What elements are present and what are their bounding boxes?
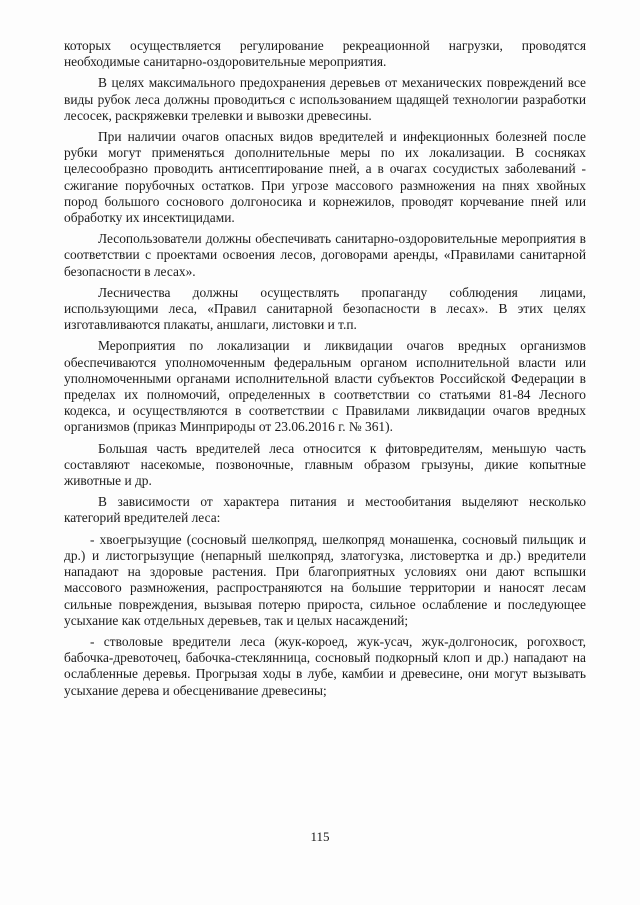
list-item-stem-pests: - стволовые вредители леса (жук-короед, жук-усач, жук-долгоносик, рогохвост, бабочка-древоточец, бабочка-стеклянница, сосновый подкорный клоп и др.) нападают на ослабленные деревья. Прогрызая ходы в лубе, камбии и древесине, они могут вызывать усыхание дерева и обесценивание древесины; xyxy=(64,633,586,698)
paragraph-forest-users: Лесопользователи должны обеспечивать санитарно-оздоровительные мероприятия в соответствии с проектами освоения лесов, договорами аренды, «Правилами санитарной безопасности в лесах». xyxy=(64,231,586,279)
paragraph-forestry-propaganda: Лесничества должны осуществлять пропаганду соблюдения лицами, использующими леса, «Правил санитарной безопасности в лесах». В этих целях изготавливаются плакаты, аншлаги, листовки и т.п. xyxy=(64,284,586,333)
paragraph-pest-liquidation-measures: Мероприятия по локализации и ликвидации очагов вредных организмов обеспечиваются уполномоченным федеральным органом исполнительной власти или уполномоченными органами исполнительной власти субъектов Российской Федерации в пределах их полномочий, определенных в соответствии со статьями 81-84 Лесного кодекса, и осуществляются в соответствии с Правилами ликвидации очагов вредных организмов (приказ Минприроды от 23.06.2016 г. № 361). xyxy=(64,338,586,435)
paragraph-recreation-continued: которых осуществляется регулирование рекреационной нагрузки, проводятся необходимые санитарно-оздоровительные мероприятия. xyxy=(64,38,586,70)
body-text xyxy=(64,38,586,704)
page-number: 115 xyxy=(310,829,330,844)
paragraph-pest-categories-intro: В зависимости от характера питания и местообитания выделяют несколько категорий вредителей леса: xyxy=(64,494,586,526)
paragraph-pest-composition: Большая часть вредителей леса относится к фитовредителям, меньшую часть составляют насекомые, позвоночные, главным образом грызуны, дикие копытные животные и др. xyxy=(64,440,586,489)
paragraph-pest-localization: При наличии очагов опасных видов вредителей и инфекционных болезней после рубки могут применяться дополнительные меры по их локализации. В сосняках целесообразно проводить антисептирование пней, а в очагах сосудистых заболеваний - сжигание порубочных остатков. При угрозе массового размножения на пнях хвойных пород большого соснового долгоносика и корнежилов, проводят корчевание пней или обработку их инсектицидами. xyxy=(64,129,586,226)
list-item-defoliators: - хвоегрызущие (сосновый шелкопряд, шелкопряд монашенка, сосновый пильщик и др.) и листогрызущие (непарный шелкопряд, златогузка, листовертка и др.) вредители нападают на здоровые растения. При благоприятных условиях они дают вспышки массового размножения, распространяются на большие территории и наносят лесам сильные повреждения, вызывая потерю прироста, сильное ослабление и последующее усыхание как отдельных деревьев, так и целых насаждений; xyxy=(64,531,586,628)
paragraph-logging-technology: В целях максимального предохранения деревьев от механических повреждений все виды рубок леса должны проводиться с использованием щадящей технологии разработки лесосек, раскряжевки трелевки и вывозки древесины. xyxy=(64,75,586,123)
